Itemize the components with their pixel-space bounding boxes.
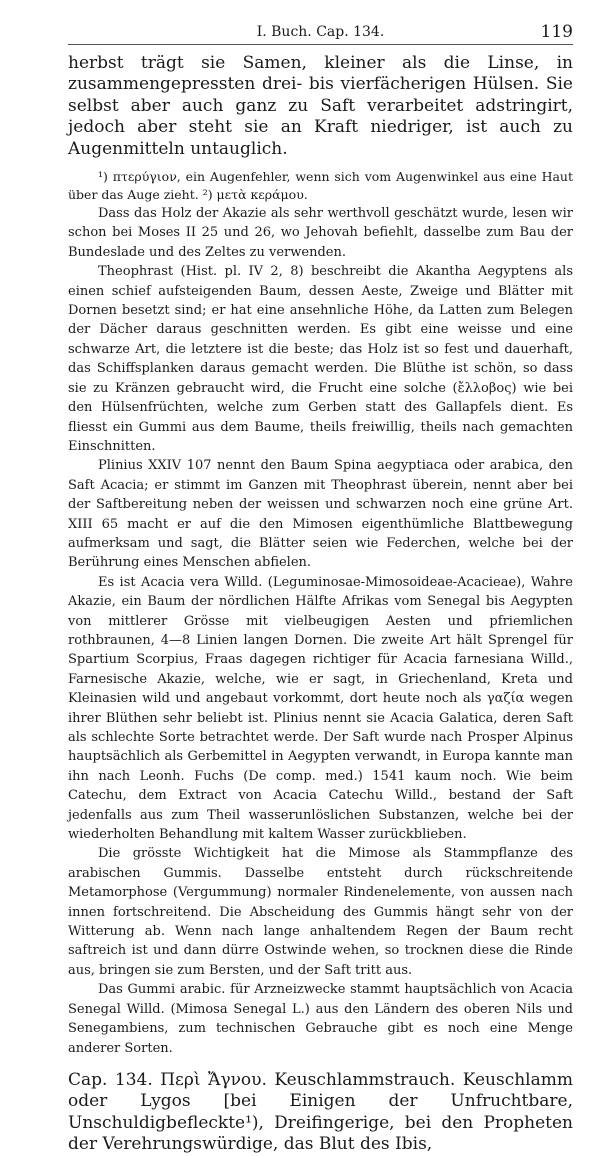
commentary-paragraph-4: Es ist Acacia vera Willd. (Leguminosae-Mimosoideae-Acacieae), Wahre Akazie, ein Baum der nördlichen Hälfte Afrikas vom Senegal bis Aegypten von mittlerer Grösse mit vielbeugigen Aesten und pfriemlichen rothbraunen, 4—8 Linien langen Dornen. Die zweite Art hält Sprengel für Spartium Scorpius, Fraas dagegen richtiger für Acacia farnesiana Willd., Farnesische Akazie, welche, wie er sagt, in Griechenland, Kreta und Kleinasien wild und angebaut vorkommt, dort heute noch als γαζία wegen ihrer Blüthen sehr beliebt ist. Plinius nennt sie Acacia Galatica, deren Saft als schlechte Sorte betrachtet werde. Der Saft wurde nach Prosper Alpinus hauptsächlich als Gerbemittel in Aegypten verwandt, in Europa kannte man ihn nach Leonh. Fuchs (De comp. med.) 1541 kaum noch. Wie beim Catechu, dem Extract von Acacia Catechu Willd., bestand der Saft jedenfalls aus zum Theil wasserunlöslichen Substanzen, welche bei der wiederholten Behandlung mit kaltem Wasser zurückblieben. <box>68 574 573 843</box>
intro-paragraph: herbst trägt sie Samen, kleiner als die Linse, in zusammengepressten drei- bis vierfächerigen Hülsen. Sie selbst aber auch ganz zu Saft verarbeitet adstringirt, jedoch aber steht sie an Kraft niedriger, ist auch zu Augenmitteln untauglich. <box>68 53 573 159</box>
commentary-paragraph-3: Plinius XXIV 107 nennt den Baum Spina aegyptiaca oder arabica, den Saft Acacia; er stimmt im Ganzen mit Theophrast überein, nennt aber bei der Saftbereitung neben der weissen und schwarzen noch eine grüne Art. XIII 65 macht er auf die den Mimosen eigenthümliche Blattbewegung aufmerksam und sagt, die Blätter seien wie Federchen, welche bei der Berührung eines Menschen abfielen. <box>68 458 573 571</box>
page-number: 119 <box>540 22 573 42</box>
footnotes: ¹) πτερύγιον, ein Augenfehler, wenn sich vom Augenwinkel aus eine Haut über das Auge zieht. ²) μετὰ κεράμου. <box>68 169 573 203</box>
running-header <box>68 22 573 45</box>
commentary-paragraph-5: Die grösste Wichtigkeit hat die Mimose als Stammpflanze des arabischen Gummis. Dasselbe entsteht durch rückschreitende Metamorphose (Vergummung) normaler Rindenelemente, von aussen nach innen fortschreitend. Die Abscheidung des Gummis hängt sehr von der Witterung ab. Wenn nach lange anhaltendem Regen der Baum recht saftreich ist und dann dürre Ostwinde wehen, so trocknen diese die Rinde aus, bringen sie zum Bersten, und der Saft tritt aus. <box>68 846 573 978</box>
book-page <box>68 22 573 1156</box>
commentary-paragraph-1: Dass das Holz der Akazie als sehr werthvoll geschätzt wurde, lesen wir schon bei Moses II 25 und 26, wo Jehovah befiehlt, dasselbe zum Bau der Bundeslade und des Zeltes zu verwenden. <box>68 206 573 260</box>
section-gap <box>68 1058 573 1070</box>
commentary-paragraph-6: Das Gummi arabic. für Arzneizwecke stammt hauptsächlich von Acacia Senegal Willd. (Mimosa Senegal L.) aus den Ländern des oberen Nils und Senegambiens, zum technischen Gebrauche gibt es noch eine Menge anderer Sorten. <box>68 982 573 1056</box>
chapter-start: Cap. 134. Περὶ Ἄγνου. Keuschlammstrauch. Keuschlamm oder Lygos [bei Einigen der Unfruchtbare, Unschuldigbefleckte¹), Dreifingerige, bei den Propheten der Verehrungswürdige, das Blut des Ibis, <box>68 1069 573 1155</box>
commentary-paragraph-2: Theophrast (Hist. pl. IV 2, 8) beschreibt die Akantha Aegyptens als einen schief aufsteigenden Baum, dessen Aeste, Zweige und Blätter mit Dornen besetzt sind; er hat eine ansehnliche Höhe, da Latten zum Belegen der Dächer daraus geschnitten werden. Es gibt eine weisse und eine schwarze Art, die letztere ist die beste; das Holz ist so fest und dauerhaft, das Schiffsplanken daraus gemacht werden. Die Blüthe ist schön, so dass sie zu Kränzen gebraucht wird, die Frucht eine solche (ἔλλοβος) wie bei den Hülsenfrüchten, welche zum Gerben statt des Gallapfels dient. Es fliesst ein Gummi aus dem Baume, theils freiwillig, theils nach gemachten Einschnitten. <box>68 264 573 454</box>
header-title: I. Buch. Cap. 134. <box>256 24 385 40</box>
